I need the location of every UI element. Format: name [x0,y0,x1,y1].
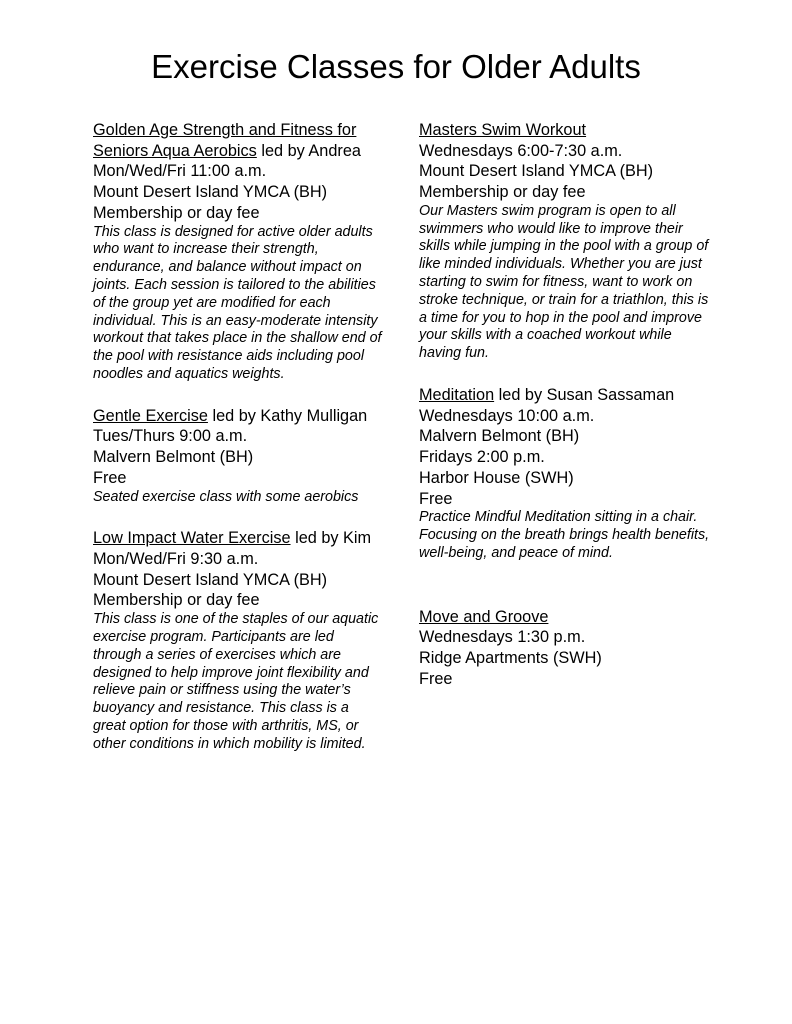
class-description: This class is one of the staples of our aquatic exercise program. Participants are led through a series of exercises which are designed to help improve joint flexibility and relieve pain or stiffness using the water’s buoyancy and resistance. This class is a great option for those with arthritis, MS, or other conditions in which mobility is limited. [93,611,379,752]
class-schedule: Tues/Thurs 9:00 a.m. [93,427,248,446]
class-entry [419,385,711,563]
class-heading [93,120,383,161]
class-name: Gentle Exercise [93,406,208,425]
class-name: Meditation [419,385,495,404]
class-cost: Free [93,468,127,487]
class-description: Practice Mindful Meditation sitting in a chair. Focusing on the breath brings health benefits, well-being, and peace of mind. [419,509,710,561]
right-column [419,120,711,711]
class-instructor: led by Kathy Mulligan [207,406,368,425]
class-instructor: led by Kim [290,529,372,548]
class-name: Move and Groove [419,607,549,626]
class-heading [419,120,711,141]
class-description: Our Masters swim program is open to all swimmers who would like to improve their skills while jumping in the pool with a group of like minded individuals. Whether you are just starting to swim for fitness, want to work on stroke technique, or train for a triathlon, this is a time for you to hop in the pool and improve your skills with a coached workout while having fun. [419,202,709,362]
class-entry [419,120,711,363]
left-column [93,120,383,775]
class-description: This class is designed for active older adults who want to increase their strength, endurance, and balance without impact on joints. Each session is tailored to the abilities of the group yet are modified for each individual. This is an easy-moderate intensity workout that takes place in the shallow end of the pool with resistance aids including pool noodles and aquatics weights. [93,223,382,382]
class-cost: Membership or day fee [419,183,586,202]
class-description: Seated exercise class with some aerobics [93,488,359,505]
class-schedule: Mon/Wed/Fri 9:30 a.m. [93,550,259,568]
class-schedule: Wednesdays 6:00-7:30 a.m. [419,141,623,160]
class-location: Mount Desert Island YMCA (BH) [93,570,328,589]
class-cost: Free [419,489,453,508]
class-heading [419,607,711,628]
class-entry [93,120,383,384]
class-name: Masters Swim Workout [419,121,587,139]
class-location: Harbor House (SWH) [419,468,574,487]
class-heading [93,528,383,549]
class-location: Mount Desert Island YMCA (BH) [93,183,328,202]
class-cost: Membership or day fee [93,591,260,610]
class-schedule: Mon/Wed/Fri 11:00 a.m. [93,162,267,181]
class-instructor: led by Susan Sassaman [494,385,675,404]
class-schedule: Wednesdays 1:30 p.m. [419,628,586,647]
class-cost: Free [419,669,453,688]
class-heading [419,385,711,406]
class-location: Mount Desert Island YMCA (BH) [419,162,654,181]
class-location: Malvern Belmont (BH) [93,448,254,467]
class-entry [93,406,383,507]
class-schedule: Fridays 2:00 p.m. [419,448,545,467]
class-name: Golden Age Strength and Fitness for Seniors Aqua Aerobics [93,121,357,160]
class-name: Low Impact Water Exercise [93,529,291,548]
page-title: Exercise Classes for Older Adults [151,48,641,85]
class-heading [93,406,383,427]
class-location: Ridge Apartments (SWH) [419,649,602,667]
class-entry [93,528,383,753]
class-schedule: Wednesdays 10:00 a.m. [419,406,595,425]
class-entry [419,607,711,690]
class-instructor: led by Andrea [256,141,361,160]
class-location: Malvern Belmont (BH) [419,427,580,446]
class-cost: Membership or day fee [93,203,260,222]
